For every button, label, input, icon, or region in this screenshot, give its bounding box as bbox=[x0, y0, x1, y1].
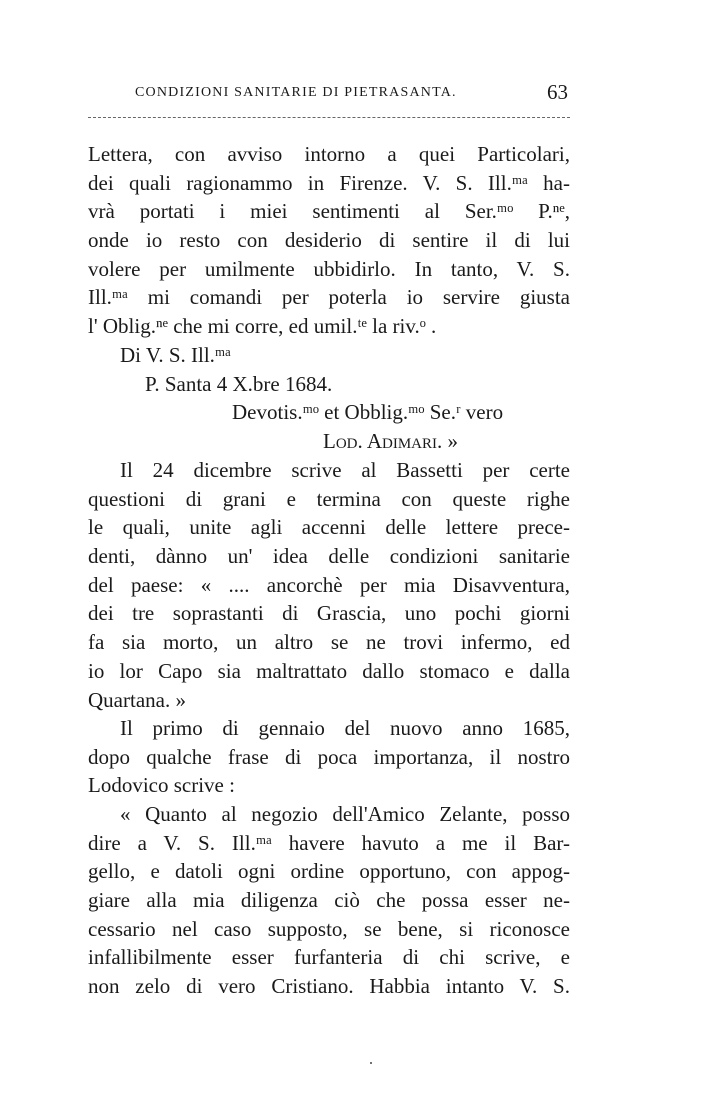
quote-line: « Quanto al negozio dell'Amico Zelante, posso bbox=[120, 802, 570, 826]
body-line: dei tre soprastanti di Grascia, uno pochi giorni bbox=[88, 601, 570, 626]
letter-line: Ill.ᵐᵃ mi comandi per poterla io servire giusta bbox=[88, 285, 570, 310]
letter-line: dei quali ragionammo in Firenze. V. S. Ill.ᵐᵃ ha- bbox=[88, 170, 570, 195]
body-line: le quali, unite agli accenni delle lettere prece- bbox=[88, 515, 570, 540]
letter-salutation: Di V. S. Ill.ᵐᵃ bbox=[120, 342, 231, 367]
letter-line: vrà portati i miei sentimenti al Ser.ᵐᵒ P.ⁿᵉ, bbox=[88, 199, 570, 224]
body-line: del paese: « .... ancorchè per mia Disavventura, bbox=[88, 572, 570, 597]
quote-line: cessario nel caso supposto, se bene, si riconosce bbox=[88, 916, 570, 941]
header-rule bbox=[88, 117, 570, 118]
running-header bbox=[88, 80, 574, 110]
letter-block bbox=[88, 140, 570, 456]
letter-line: onde io resto con desiderio di sentire il di lui bbox=[88, 228, 570, 253]
paragraph-1 bbox=[88, 456, 570, 714]
body-line: dopo qualche frase di poca importanza, il nostro bbox=[88, 744, 570, 769]
page-number: 63 bbox=[547, 80, 568, 104]
body-line: Il 24 dicembre scrive al Bassetti per certe bbox=[120, 458, 570, 482]
letter-line-last: l' Oblig.ⁿᵉ che mi corre, ed umil.ᵗᵉ la riv.ᵒ . bbox=[88, 314, 437, 339]
letter-line: volere per umilmente ubbidirlo. In tanto, V. S. bbox=[88, 256, 570, 281]
body-line: denti, dànno un' idea delle condizioni sanitarie bbox=[88, 544, 570, 569]
quote-block bbox=[88, 800, 570, 1001]
running-title: CONDIZIONI SANITARIE DI PIETRASANTA. bbox=[135, 85, 457, 100]
letter-closing: Devotis.ᵐᵒ et Obblig.ᵐᵒ Se.ʳ vero bbox=[232, 400, 504, 425]
paragraph-2 bbox=[88, 714, 570, 800]
letter-line: Lettera, con avviso intorno a quei Particolari, bbox=[88, 142, 570, 166]
quote-line: infallibilmente esser furfanteria di chi scrive, e bbox=[88, 945, 570, 970]
letter-signature: Lod. Adimari. » bbox=[323, 428, 458, 453]
quote-line: giare alla mia diligenza ciò che possa esser ne- bbox=[88, 888, 570, 913]
letter-place-date: P. Santa 4 X.bre 1684. bbox=[145, 371, 333, 396]
body-line: Il primo di gennaio del nuovo anno 1685, bbox=[120, 716, 570, 740]
body-line: io lor Capo sia maltrattato dallo stomaco e dalla bbox=[88, 658, 570, 683]
body-line-last: Quartana. » bbox=[88, 687, 186, 712]
body-line: questioni di grani e termina con queste righe bbox=[88, 486, 570, 511]
quote-line: non zelo di vero Cristiano. Habbia intanto V. S. bbox=[88, 974, 570, 999]
body-line: fa sia morto, un altro se ne trovi infermo, ed bbox=[88, 630, 570, 655]
quote-line: dire a V. S. Ill.ᵐᵃ havere havuto a me il Bar- bbox=[88, 830, 570, 855]
quote-line: gello, e datoli ogni ordine opportuno, con appog- bbox=[88, 859, 570, 884]
print-speck bbox=[370, 1062, 372, 1064]
body-line-last: Lodovico scrive : bbox=[88, 773, 235, 798]
